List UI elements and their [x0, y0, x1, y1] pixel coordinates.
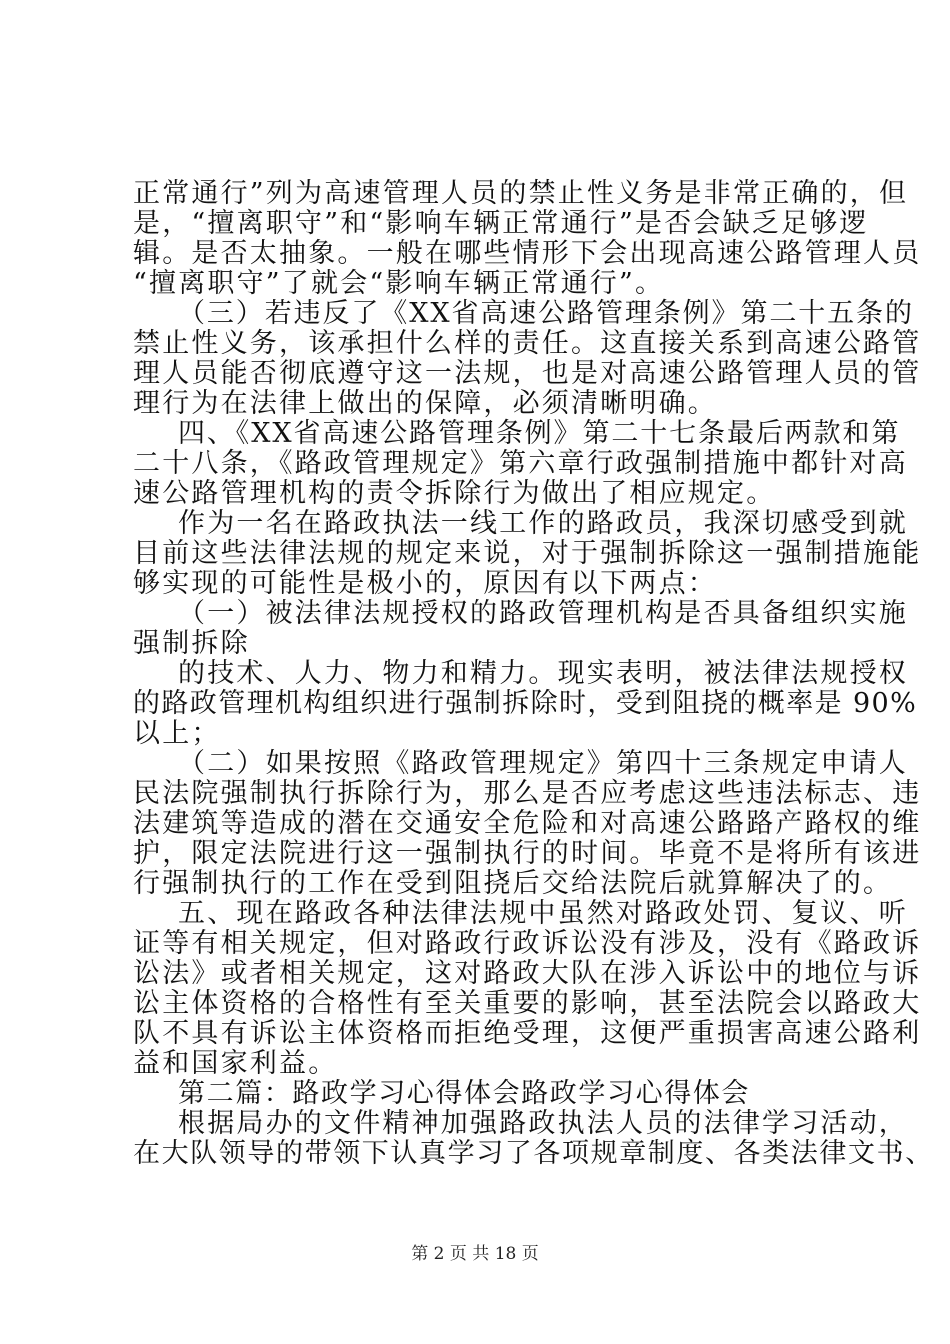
text-line: 够实现的可能性是极小的，原因有以下两点： — [133, 568, 717, 599]
page-footer: 第 2 页 共 18 页 — [411, 1244, 539, 1264]
text-line: 作为一名在路政执法一线工作的路政员，我深切感受到就 — [178, 508, 908, 539]
text-line: 讼主体资格的合格性有至关重要的影响，甚至法院会以路政大 — [133, 988, 922, 1019]
text-line: （二）如果按照《路政管理规定》第四十三条规定申请人 — [178, 748, 908, 779]
text-line: 禁止性义务，该承担什么样的责任。这直接关系到高速公路管 — [133, 328, 922, 359]
text-line: 辑。是否太抽象。一般在哪些情形下会出现高速公路管理人员 — [133, 238, 922, 269]
text-line: 目前这些法律法规的规定来说，对于强制拆除这一强制措施能 — [133, 538, 922, 569]
text-line: 根据局办的文件精神加强路政执法人员的法律学习活动， — [178, 1108, 908, 1139]
text-line: 四、《XX省高速公路管理条例》第二十七条最后两款和第 — [178, 418, 901, 449]
text-line: 队不具有诉讼主体资格而拒绝受理，这便严重损害高速公路利 — [133, 1018, 922, 1049]
text-line: （一）被法律法规授权的路政管理机构是否具备组织实施 — [178, 598, 908, 629]
text-line: 正常通行”列为高速管理人员的禁止性义务是非常正确的，但 — [133, 178, 909, 209]
text-line: “擅离职守”了就会“影响车辆正常通行”。 — [133, 268, 665, 299]
text-line: 理人员能否彻底遵守这一法规，也是对高速公路管理人员的管 — [133, 358, 922, 389]
section-heading: 第二篇：路政学习心得体会路政学习心得体会 — [178, 1078, 750, 1109]
text-line: 行强制执行的工作在受到阻挠后交给法院后就算解决了的。 — [133, 868, 893, 899]
text-line: 的技术、人力、物力和精力。现实表明，被法律法规授权 — [178, 658, 908, 689]
text-line: 证等有相关规定，但对路政行政诉讼没有涉及，没有《路政诉 — [133, 928, 922, 959]
text-line: （三）若违反了《XX省高速公路管理条例》第二十五条的 — [178, 298, 914, 329]
text-line: 是，“擅离职守”和“影响车辆正常通行”是否会缺乏足够逻 — [133, 208, 869, 239]
text-line: 法建筑等造成的潜在交通安全危险和对高速公路路产路权的维 — [133, 808, 922, 839]
text-line: 理行为在法律上做出的保障，必须清晰明确。 — [133, 388, 717, 419]
text-line: 强制拆除 — [133, 628, 250, 659]
text-line: 民法院强制执行拆除行为，那么是否应考虑这些违法标志、违 — [133, 778, 922, 809]
text-line: 护，限定法院进行这一强制执行的时间。毕竟不是将所有该进 — [133, 838, 922, 869]
text-line: 在大队领导的带领下认真学习了各项规章制度、各类法律文书、 — [133, 1138, 934, 1169]
text-line: 益和国家利益。 — [133, 1048, 338, 1079]
text-line: 讼法》或者相关规定，这对路政大队在涉入诉讼中的地位与诉 — [133, 958, 922, 989]
text-line: 二十八条，《路政管理规定》第六章行政强制措施中都针对高 — [133, 448, 908, 479]
text-line: 以上； — [133, 718, 221, 749]
text-line: 速公路管理机构的责令拆除行为做出了相应规定。 — [133, 478, 776, 509]
text-line: 的路政管理机构组织进行强制拆除时，受到阻挠的概率是 90% — [133, 688, 918, 719]
text-line: 五、现在路政各种法律法规中虽然对路政处罚、复议、听 — [178, 898, 908, 929]
